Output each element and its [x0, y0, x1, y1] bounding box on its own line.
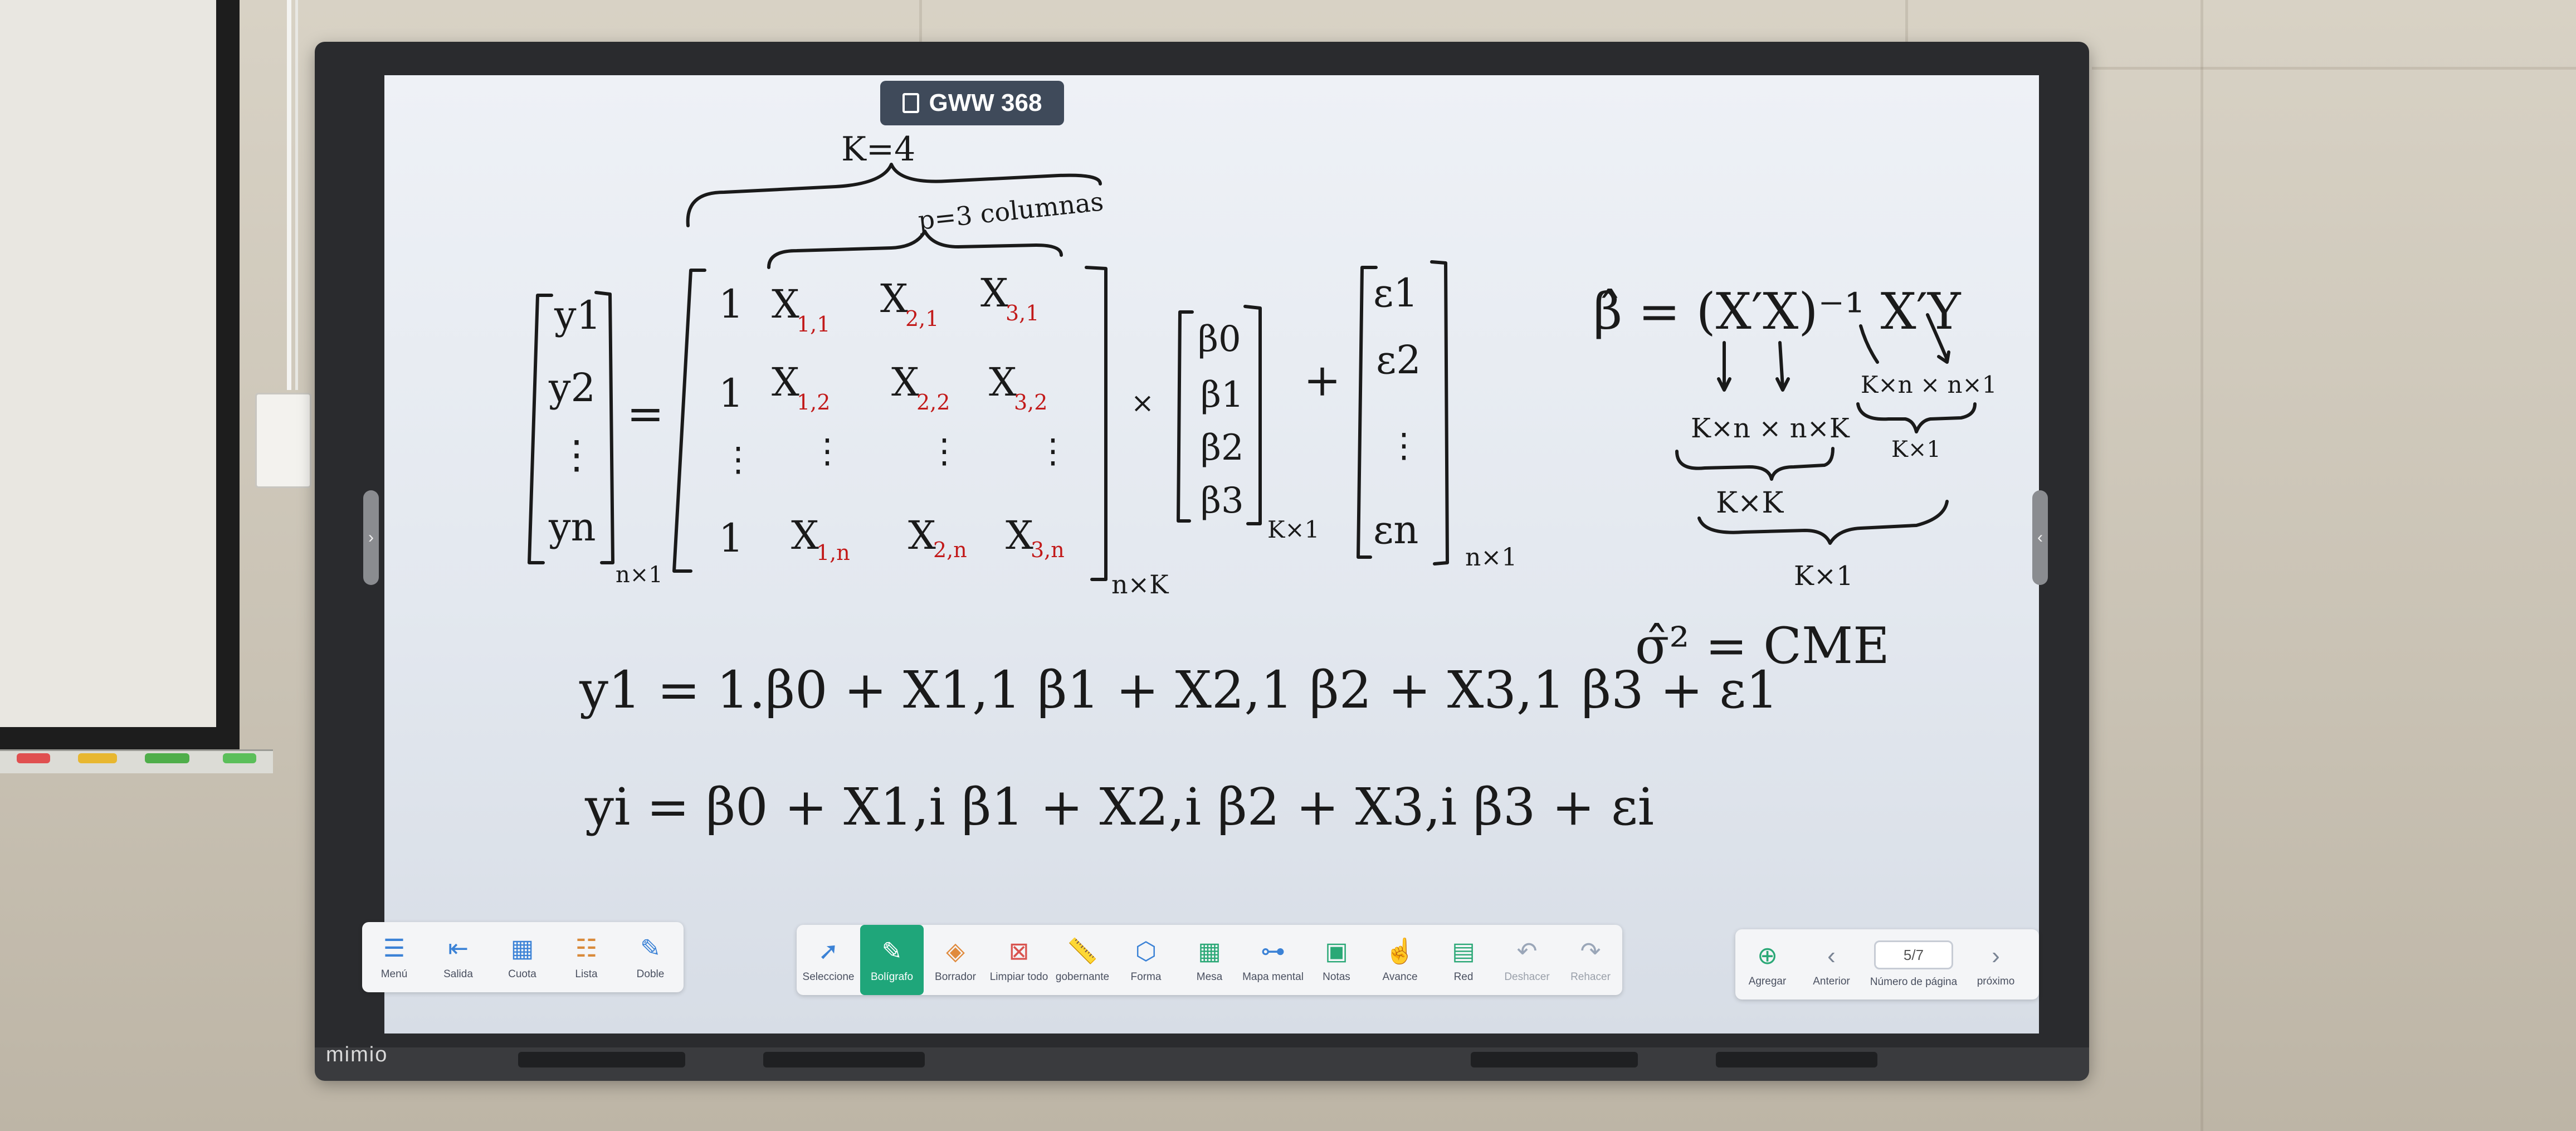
mind-map-tool[interactable]: [1241, 925, 1305, 995]
eps-dim: n×1: [1465, 543, 1518, 572]
clear-all-label: Limpiar todo: [989, 971, 1048, 983]
network-tool[interactable]: [1432, 925, 1495, 995]
cursor-icon: ➚: [818, 938, 839, 965]
notes-label: Notas: [1323, 971, 1350, 983]
double-button[interactable]: [618, 922, 682, 992]
pen-tool[interactable]: [860, 925, 924, 995]
previous-page-label: Anterior: [1813, 976, 1850, 987]
chevron-right-icon[interactable]: ›: [363, 490, 379, 585]
y-entry: ⋮: [557, 432, 596, 477]
x-bracket-left: [674, 270, 705, 571]
matrix-subscript: 3,2: [1014, 390, 1048, 415]
beta-hat-formula: β̂ = (X′X)⁻¹ X′Y: [1593, 282, 1961, 341]
matrix-cell: X: [772, 281, 799, 327]
page-number-display[interactable]: 5/7: [1874, 940, 1953, 969]
list-button[interactable]: [554, 922, 618, 992]
room-badge-label: GWW 368: [929, 89, 1042, 116]
eps-entry: ε2: [1376, 337, 1421, 383]
y-entry: y1: [554, 292, 602, 338]
design-matrix-row-2: [719, 359, 1047, 416]
matrix-cell: X: [791, 513, 819, 558]
beta-dim: K×1: [1267, 516, 1320, 543]
dims-left: K×n × n×K: [1691, 413, 1850, 444]
equation-1: y1 = 1.β0 + X1,1 β1 + X2,1 β2 + X3,1 β3 + ε1: [579, 660, 1779, 720]
menu-label: Menú: [380, 968, 408, 980]
mind-map-label: Mapa mental: [1242, 971, 1304, 983]
pen-label: Bolígrafo: [870, 971, 914, 983]
matrix-cell: X: [989, 359, 1017, 405]
list-label: Lista: [575, 968, 598, 980]
brand-logo: mimio: [326, 1043, 388, 1066]
redo-button[interactable]: [1559, 925, 1622, 995]
ruler-icon: 📏: [1067, 938, 1098, 965]
redo-label: Rehacer: [1570, 971, 1611, 983]
sigma-hat-formula: σ̂² = CME: [1635, 617, 1890, 675]
k-label: K=4: [841, 130, 916, 169]
matrix-subscript: 2,n: [933, 538, 967, 562]
eps-entry: εn: [1373, 507, 1419, 553]
select-tool[interactable]: [797, 925, 860, 995]
matrix-cell: ⋮: [811, 432, 844, 471]
y-bracket-left: [529, 295, 552, 563]
matrix-subscript: 1,1: [797, 312, 831, 337]
dims-final: K×1: [1794, 560, 1853, 592]
matrix-cell: ⋮: [721, 440, 755, 479]
page-number-control[interactable]: [1863, 929, 1964, 1000]
arrow: [1719, 343, 1730, 390]
equation-2: yi = β0 + X1,i β1 + X2,i β2 + X3,i β3 + εi: [585, 777, 1655, 837]
next-page-label: próximo: [1977, 976, 2015, 987]
toolbar-center: [797, 925, 1622, 995]
shape-icon: ⬡: [1135, 938, 1157, 965]
y-entry: yn: [549, 504, 596, 550]
matrix-subscript: 1,2: [797, 390, 831, 415]
eraser-icon: ◈: [946, 938, 965, 965]
dims-right: K×n × n×1: [1861, 371, 1997, 398]
eps-bracket-right: [1432, 262, 1447, 564]
clear-all-icon: ⊠: [1008, 938, 1030, 965]
advance-icon: ☝: [1384, 938, 1416, 965]
shape-tool[interactable]: [1114, 925, 1178, 995]
matrix-cell: 1: [719, 515, 744, 561]
matrix-cell: 1: [719, 370, 744, 416]
table-tool[interactable]: [1178, 925, 1241, 995]
menu-button[interactable]: [362, 922, 426, 992]
share-button[interactable]: [490, 922, 554, 992]
redo-icon: ↷: [1580, 938, 1601, 965]
beta-entry: β0: [1198, 319, 1241, 360]
table-icon: ▦: [1198, 938, 1221, 965]
matrix-cell: X: [891, 359, 919, 405]
matrix-subscript: 1,n: [816, 540, 850, 565]
matrix-subscript: 2,2: [916, 390, 950, 415]
brace: [1677, 448, 1833, 479]
eps-entry: ε1: [1373, 270, 1418, 316]
double-pen-icon: ✎: [640, 935, 661, 962]
page-number-label: Número de página: [1870, 976, 1958, 988]
exit-button[interactable]: [426, 922, 490, 992]
p-brace: [769, 231, 1061, 267]
matrix-cell: X: [772, 359, 799, 405]
add-page-button[interactable]: [1735, 929, 1799, 1000]
chevron-left-icon[interactable]: ‹: [2032, 490, 2048, 585]
advance-tool[interactable]: [1368, 925, 1432, 995]
next-page-button[interactable]: [1964, 929, 2028, 1000]
matrix-subscript: 3,n: [1031, 538, 1065, 562]
beta-entry: β3: [1201, 480, 1244, 521]
network-icon: ▤: [1452, 938, 1475, 965]
table-label: Mesa: [1196, 971, 1223, 983]
advance-label: Avance: [1382, 971, 1418, 983]
equals-sign: =: [627, 388, 665, 440]
pen-icon: ✎: [881, 938, 902, 965]
undo-button[interactable]: [1495, 925, 1559, 995]
previous-page-button[interactable]: [1799, 929, 1863, 1000]
eraser-label: Borrador: [935, 971, 976, 983]
share-label: Cuota: [508, 968, 536, 980]
double-label: Doble: [636, 968, 665, 980]
beta-bracket-right: [1245, 306, 1260, 524]
matrix-cell: X: [980, 270, 1008, 316]
matrix-cell: 1: [719, 281, 744, 327]
dims-kxk: K×K: [1716, 486, 1784, 520]
undo-label: Deshacer: [1504, 971, 1550, 983]
matrix-cell: X: [1006, 513, 1033, 558]
brace: [1858, 404, 1975, 432]
x-dim: n×K: [1111, 569, 1169, 599]
beta-entry: β2: [1201, 427, 1244, 469]
x-bracket-right: [1086, 267, 1106, 579]
plus-sign: +: [1304, 354, 1341, 406]
beta-bracket-left: [1178, 312, 1192, 521]
p-label: p=3 columnas: [916, 186, 1105, 236]
chevron-left-icon: ‹: [1827, 942, 1836, 969]
select-label: Seleccione: [802, 971, 855, 983]
matrix-cell: ⋮: [928, 432, 961, 471]
add-page-label: Agregar: [1748, 976, 1787, 987]
matrix-cell: X: [908, 513, 936, 558]
share-icon: ▦: [510, 935, 534, 962]
dims-right-result: K×1: [1891, 437, 1941, 462]
matrix-cell: X: [880, 276, 908, 321]
plus-circle-icon: ⊕: [1757, 942, 1778, 969]
clear-all-tool[interactable]: [987, 925, 1051, 995]
network-label: Red: [1453, 971, 1474, 983]
exit-icon: ⇤: [448, 935, 469, 962]
times-sign: ×: [1131, 387, 1154, 419]
y-entry: y2: [549, 365, 596, 411]
undo-icon: ↶: [1516, 938, 1538, 965]
list-icon: ☷: [575, 935, 598, 962]
matrix-cell: ⋮: [1036, 432, 1070, 471]
matrix-subscript: 2,1: [905, 306, 939, 331]
menu-icon: ☰: [383, 935, 406, 962]
notes-tool[interactable]: [1305, 925, 1368, 995]
ruler-label: gobernante: [1055, 971, 1110, 983]
beta-entry: β1: [1201, 374, 1244, 416]
notes-icon: ▣: [1325, 938, 1348, 965]
eps-entry: ⋮: [1387, 426, 1421, 465]
eraser-tool[interactable]: [924, 925, 987, 995]
toolbar-left: [362, 922, 684, 992]
matrix-subscript: 3,1: [1006, 301, 1040, 325]
arrow: [1777, 343, 1788, 390]
design-matrix-row-1: [719, 270, 1039, 337]
chevron-right-icon: ›: [1992, 942, 2000, 969]
ruler-tool[interactable]: [1051, 925, 1114, 995]
shape-label: Forma: [1130, 971, 1162, 983]
y-dim: n×1: [616, 562, 663, 588]
toolbar-right: [1735, 929, 2039, 1000]
exit-label: Salida: [443, 968, 473, 980]
design-matrix-row-dots: [721, 432, 1070, 479]
mind-map-icon: ⊶: [1261, 938, 1285, 965]
design-matrix-row-n: [719, 513, 1065, 565]
